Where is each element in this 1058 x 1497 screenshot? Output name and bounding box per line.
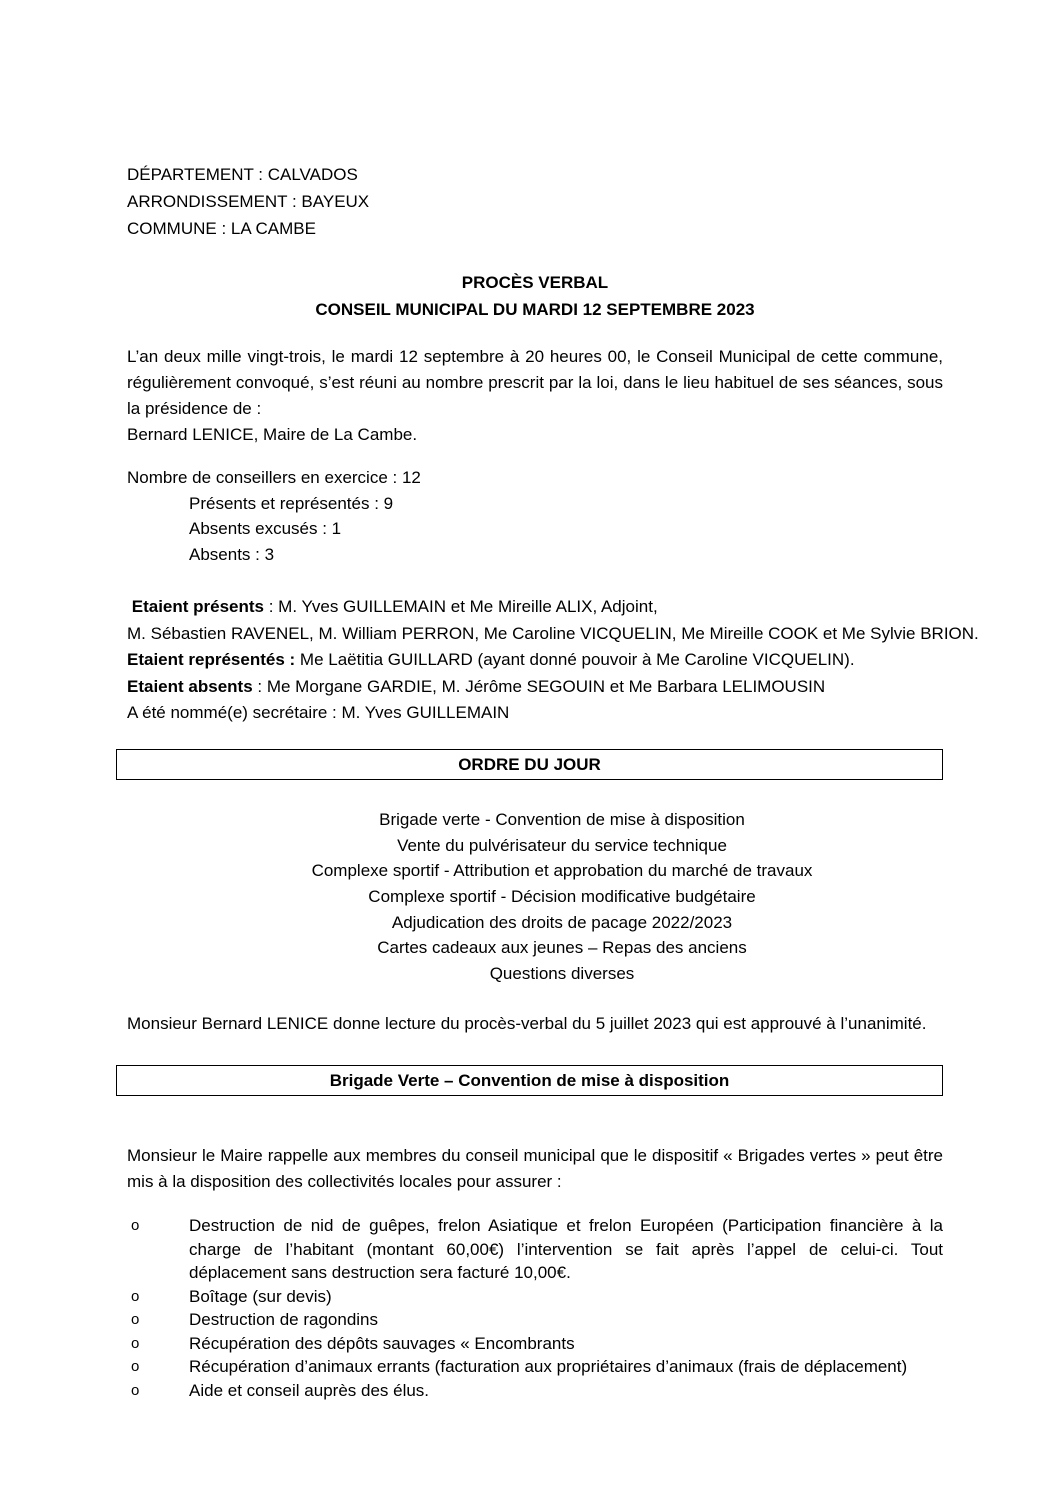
commune-line: COMMUNE : LA CAMBE <box>127 219 316 238</box>
agenda-item: Vente du pulvérisateur du service technique <box>397 835 727 855</box>
represented-label: Etaient représentés : <box>127 650 300 669</box>
agenda-list <box>127 807 997 987</box>
intro-paragraph: L’an deux mille vingt-trois, le mardi 12 septembre à 20 heures 00, le Conseil Municipal de cette commune, régulièrement convoqué, s’est réuni au nombre prescrit par la loi, dans le lieu habituel de ses séances, sous la présidence de : <box>127 347 943 418</box>
list-item <box>127 1214 943 1285</box>
bullet-circle-icon: o <box>131 1217 140 1234</box>
list-item-text: Aide et conseil auprès des élus. <box>189 1380 430 1400</box>
list-item <box>127 1285 943 1309</box>
agenda-item: Brigade verte - Convention de mise à disposition <box>379 810 745 829</box>
approval-statement: Monsieur Bernard LENICE donne lecture du procès-verbal du 5 juillet 2023 qui est approuvé à l’unanimité. <box>127 1014 927 1033</box>
presents-label: Etaient présents <box>131 597 264 616</box>
represented-line <box>127 647 957 674</box>
count-presents: Présents et représentés : 9 <box>189 493 394 513</box>
bullet-circle-icon: o <box>131 1311 140 1328</box>
brigade-services-list <box>127 1214 943 1402</box>
absent-line <box>127 674 957 701</box>
agenda-item: Cartes cadeaux aux jeunes – Repas des anciens <box>377 938 747 958</box>
agenda-item: Complexe sportif - Attribution et approbation du marché de travaux <box>311 861 813 881</box>
bullet-circle-icon: o <box>131 1381 140 1399</box>
count-excuses: Absents excusés : 1 <box>189 519 342 538</box>
brigade-heading: Brigade Verte – Convention de mise à disposition <box>116 1065 943 1096</box>
agenda-heading: ORDRE DU JOUR <box>116 749 943 780</box>
agenda-item: Questions diverses <box>489 964 635 984</box>
presents-line <box>127 594 957 621</box>
departement-line: DÉPARTEMENT : CALVADOS <box>127 165 358 184</box>
document-title <box>127 270 943 324</box>
count-total: Nombre de conseillers en exercice : 12 <box>127 468 421 487</box>
list-item <box>127 1332 943 1356</box>
list-item-text: Destruction de nid de guêpes, frelon Asiatique et frelon Européen (Participation financière à la charge de l’habitant (montant 60,00€) l’intervention se fait après l’appel de celui-ci. Tout déplacement sans destruction sera facturé 10,00€. <box>189 1216 943 1282</box>
intro-section <box>127 344 943 448</box>
list-item-text: Destruction de ragondins <box>189 1310 379 1329</box>
title-line-2: CONSEIL MUNICIPAL DU MARDI 12 SEPTEMBRE 2023 <box>315 300 755 319</box>
list-item-text: Boîtage (sur devis) <box>189 1286 332 1306</box>
list-item <box>127 1355 943 1379</box>
list-item <box>127 1379 943 1403</box>
bullet-circle-icon: o <box>131 1334 140 1352</box>
brigade-intro <box>127 1143 943 1195</box>
title-line-1: PROCÈS VERBAL <box>461 273 609 292</box>
list-item-text: Récupération d’animaux errants (facturation aux propriétaires d’animaux (frais de déplacement) <box>189 1357 908 1376</box>
absent-text: : Me Morgane GARDIE, M. Jérôme SEGOUIN et Me Barbara LELIMOUSIN <box>252 676 826 696</box>
list-item-text: Récupération des dépôts sauvages « Encombrants <box>189 1333 575 1353</box>
count-absents: Absents : 3 <box>189 544 275 564</box>
agenda-item: Adjudication des droits de pacage 2022/2023 <box>391 912 733 932</box>
brigade-intro-paragraph: Monsieur le Maire rappelle aux membres du conseil municipal que le dispositif « Brigades vertes » peut être mis à la disposition des collectivités locales pour assurer : <box>127 1146 943 1191</box>
presents-text: : M. Yves GUILLEMAIN et Me Mireille ALIX, Adjoint, <box>264 597 658 616</box>
bullet-circle-icon: o <box>131 1358 140 1375</box>
attendance-section <box>127 594 979 727</box>
bullet-circle-icon: o <box>131 1287 140 1305</box>
represented-text: Me Laëtitia GUILLARD (ayant donné pouvoir à Me Caroline VICQUELIN). <box>299 650 855 669</box>
secretary-line: A été nommé(e) secrétaire : M. Yves GUILLEMAIN <box>127 703 510 722</box>
list-item <box>127 1308 943 1332</box>
absent-label: Etaient absents <box>127 676 253 696</box>
arrondissement-line: ARRONDISSEMENT : BAYEUX <box>127 192 370 211</box>
presents-line-2: M. Sébastien RAVENEL, M. William PERRON, Me Caroline VICQUELIN, Me Mireille COOK et Me Sylvie BRION. <box>127 623 979 643</box>
council-counts <box>127 465 943 567</box>
administrative-header <box>127 162 627 243</box>
president-line: Bernard LENICE, Maire de La Cambe. <box>127 425 418 444</box>
agenda-item: Complexe sportif - Décision modificative budgétaire <box>368 887 756 907</box>
